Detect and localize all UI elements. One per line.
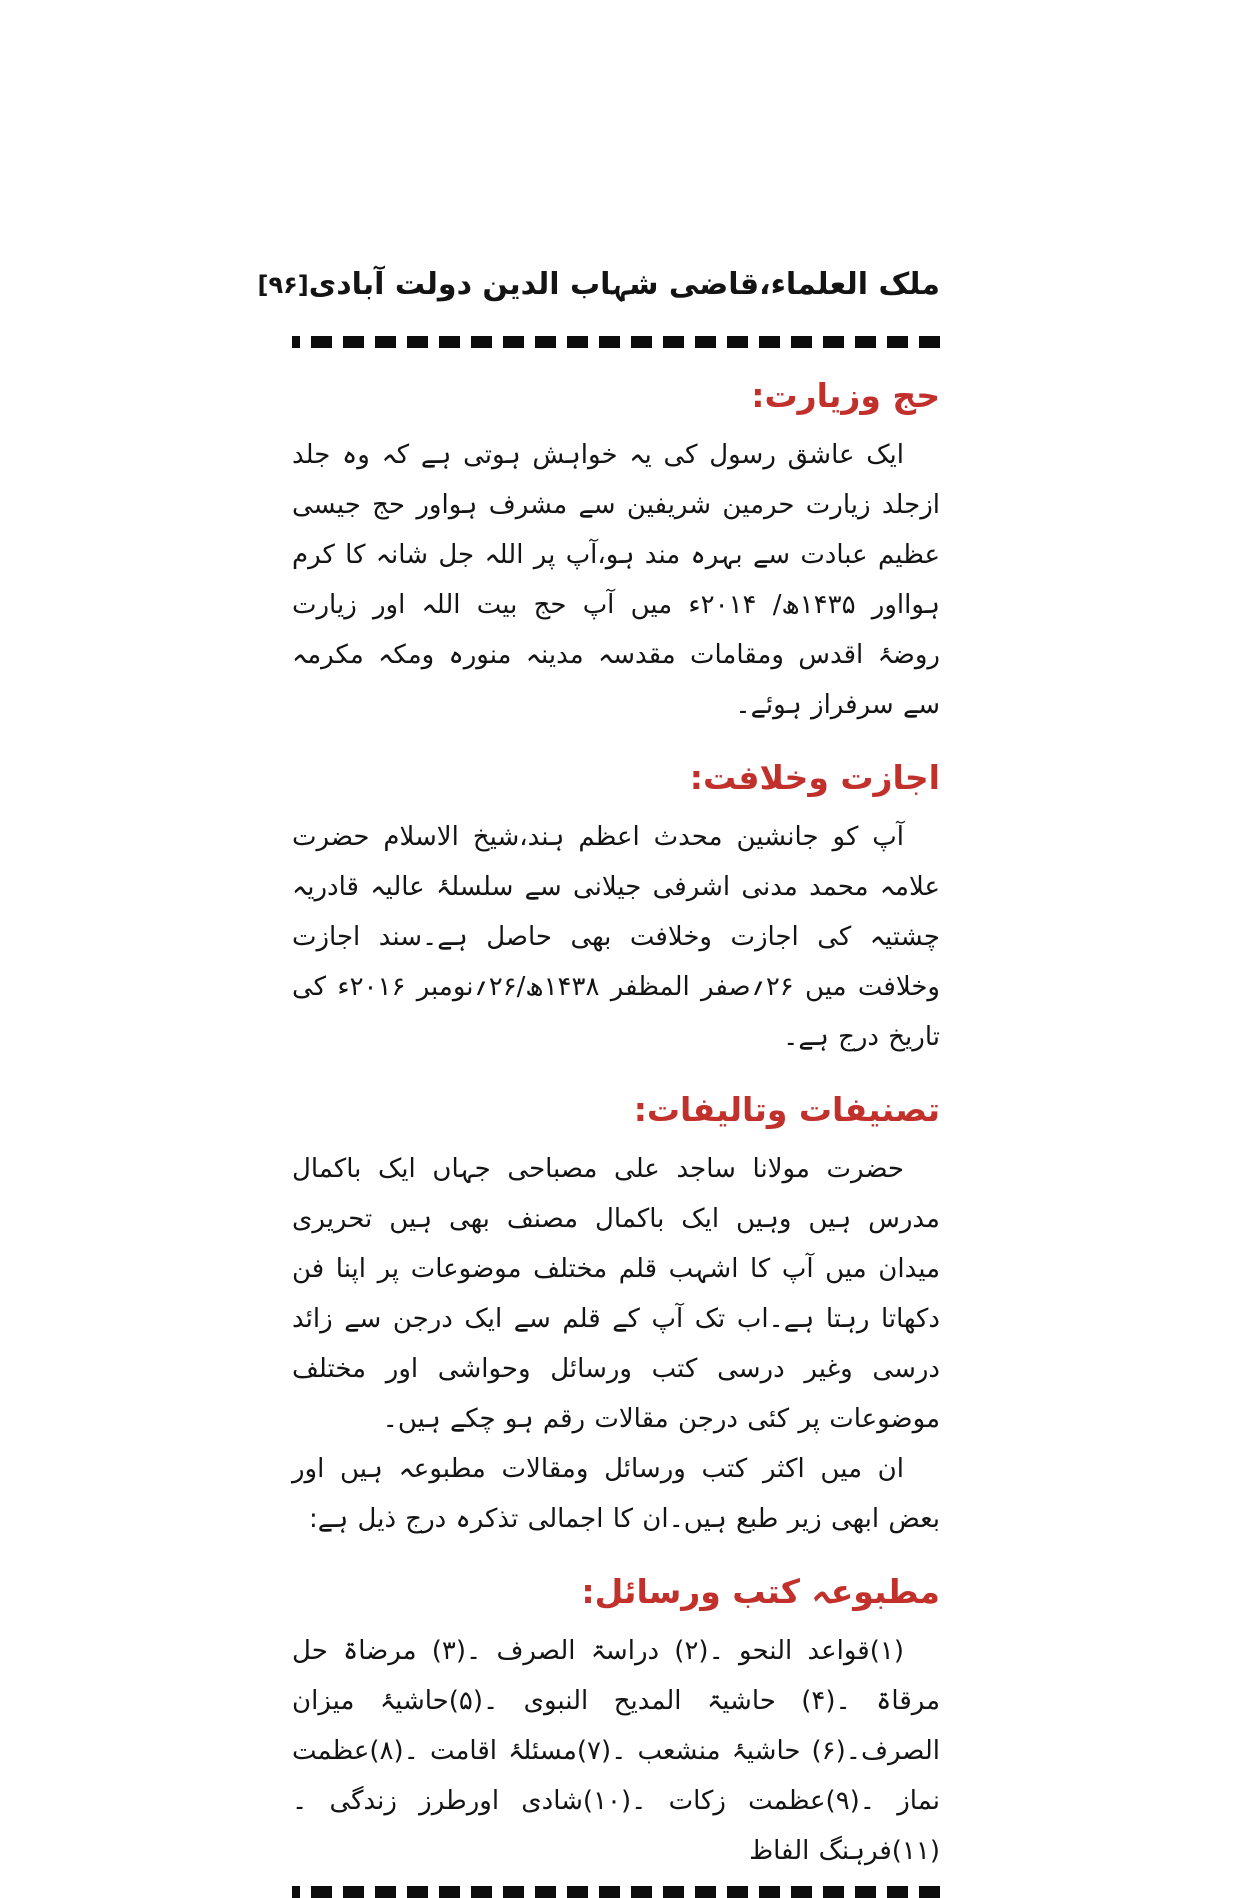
section-heading-ijazat-o-khilafat: اجازت وخلافت: xyxy=(689,758,940,797)
dashed-divider-top xyxy=(292,336,940,348)
section-heading-hajj-o-ziyarat: حج وزیارت: xyxy=(751,376,940,415)
running-title: ملک العلماء،قاضی شہاب الدین دولت آبادی xyxy=(308,267,940,302)
paragraph-hajj-o-ziyarat: ایک عاشق رسول کی یہ خواہش ہوتی ہے کہ وہ جلد ازجلد زیارت حرمین شریفین سے مشرف ہواور حج جیسی عظیم عبادت سے بہرہ مند ہو،آپ پر اللہ جل شانہ کا کرم ہوااور ۱۴۳۵ھ/ ۲۰۱۴ء میں آپ حج بیت اللہ اور زیارت روضۂ اقدس ومقامات مقدسہ مدینہ منورہ ومکہ مکرمہ سے سرفراز ہوئے۔ xyxy=(292,440,940,720)
page-number: [۹۶] xyxy=(257,271,309,299)
dashed-divider-bottom xyxy=(292,1886,940,1898)
section-heading-tasnifat-o-talifat: تصنیفات وتالیفات: xyxy=(633,1090,940,1129)
section-hajj-o-ziyarat xyxy=(292,370,940,730)
section-ijazat-o-khilafat xyxy=(292,752,940,1062)
section-matbua-kutub-o-rasail xyxy=(292,1566,940,1876)
section-heading-matbua-kutub-o-rasail: مطبوعہ کتب ورسائل: xyxy=(581,1572,940,1611)
paragraph-tasnifat-1: حضرت مولانا ساجد علی مصباحی جہاں ایک باکمال مدرس ہیں وہیں ایک باکمال مصنف بھی ہیں تحریری میدان میں آپ کا اشہب قلم مختلف موضوعات پر اپنا فن دکھاتا رہتا ہے۔اب تک آپ کے قلم سے ایک درجن سے زائد درسی وغیر درسی کتب ورسائل وحواشی اور مختلف موضوعات پر کئی درجن مقالات رقم ہو چکے ہیں۔ xyxy=(292,1154,940,1434)
page-header xyxy=(257,262,940,308)
paragraph-ijazat-o-khilafat: آپ کو جانشین محدث اعظم ہند،شیخ الاسلام حضرت علامہ محمد مدنی اشرفی جیلانی سے سلسلۂ عالیہ قادریہ چشتیہ کی اجازت وخلافت بھی حاصل ہے۔سند اجازت وخلافت میں ۲۶؍صفر المظفر ۱۴۳۸ھ/۲۶؍نومبر ۲۰۱۶ء کی تاریخ درج ہے۔ xyxy=(292,822,940,1052)
paragraph-tasnifat-2: ان میں اکثر کتب ورسائل ومقالات مطبوعہ ہیں اور بعض ابھی زیر طبع ہیں۔ان کا اجمالی تذکرہ درج ذیل ہے: xyxy=(292,1454,940,1534)
paragraph-book-list: (۱)قواعد النحو ۔(۲) دراسۃ الصرف ۔(۳) مرضاۃ حل مرقاۃ ۔(۴) حاشیۃ المدیح النبوی ۔(۵)حاشیۂ میزان الصرف۔(۶) حاشیۂ منشعب ۔(۷)مسئلۂ اقامت ۔(۸)عظمت نماز ۔(۹)عظمت زکات ۔(۱۰)شادی اورطرز زندگی ۔(۱۱)فرہنگ الفاظ xyxy=(292,1636,941,1866)
book-page xyxy=(257,262,941,1898)
section-tasnifat-o-talifat xyxy=(292,1084,940,1544)
